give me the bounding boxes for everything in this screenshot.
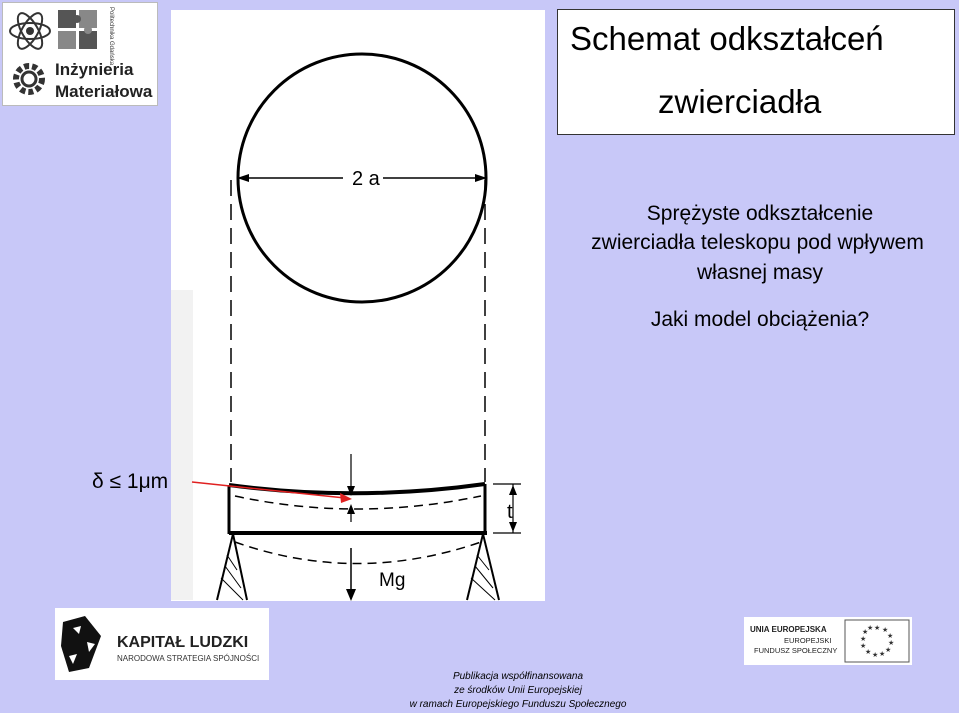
weight-label: Mg [379, 570, 406, 591]
svg-text:★: ★ [888, 639, 895, 647]
title-line1: Schemat odkształceń [570, 20, 884, 57]
svg-text:Politechnika Gdańska: Politechnika Gdańska [108, 7, 114, 66]
logo-line2: Materiałowa [55, 82, 153, 101]
svg-text:★: ★ [860, 635, 867, 643]
logo-line1: Inżynieria [55, 60, 134, 79]
svg-text:★: ★ [860, 642, 867, 650]
title-box [557, 9, 955, 135]
svg-text:★: ★ [887, 632, 894, 640]
kapital-ludzki-logo [55, 608, 269, 680]
eu-flag-icon [844, 619, 910, 663]
deflection-label: δ ≤ 1μm [92, 470, 169, 493]
publication-line3: w ramach Europejskiego Funduszu Społecznego [409, 699, 627, 710]
description-line1: Sprężyste odkształcenie [646, 202, 874, 225]
svg-text:★: ★ [879, 650, 886, 658]
ue-line2: EUROPEJSKI [784, 636, 832, 645]
svg-text:★: ★ [885, 646, 892, 654]
description-line2: zwierciadła teleskopu pod wpływem [591, 231, 924, 254]
svg-text:★: ★ [882, 626, 889, 634]
svg-text:★: ★ [865, 648, 872, 656]
kapital-title: KAPITAŁ LUDZKI [117, 634, 249, 651]
kapital-subtitle: NARODOWA STRATEGIA SPÓJNOŚCI [117, 654, 260, 663]
kapital-ludzki-emblem-icon [59, 612, 105, 676]
diameter-label: 2 a [352, 168, 380, 190]
svg-text:★: ★ [867, 624, 874, 632]
thickness-label: t [507, 501, 513, 523]
ue-line1: UNIA EUROPEJSKA [750, 625, 827, 634]
svg-text:★: ★ [872, 651, 879, 659]
publication-line1: Publikacja współfinansowana [452, 671, 584, 682]
description-line3: własnej masy [696, 261, 824, 284]
svg-text:★: ★ [874, 624, 881, 632]
ue-line3: FUNDUSZ SPOŁECZNY [754, 646, 838, 655]
title-line2: zwierciadła [658, 83, 822, 120]
question: Jaki model obciążenia? [650, 308, 870, 331]
unia-europejska-logo [744, 617, 912, 665]
publication-line2: ze środków Unii Europejskiej [454, 685, 582, 696]
svg-text:★: ★ [862, 628, 869, 636]
